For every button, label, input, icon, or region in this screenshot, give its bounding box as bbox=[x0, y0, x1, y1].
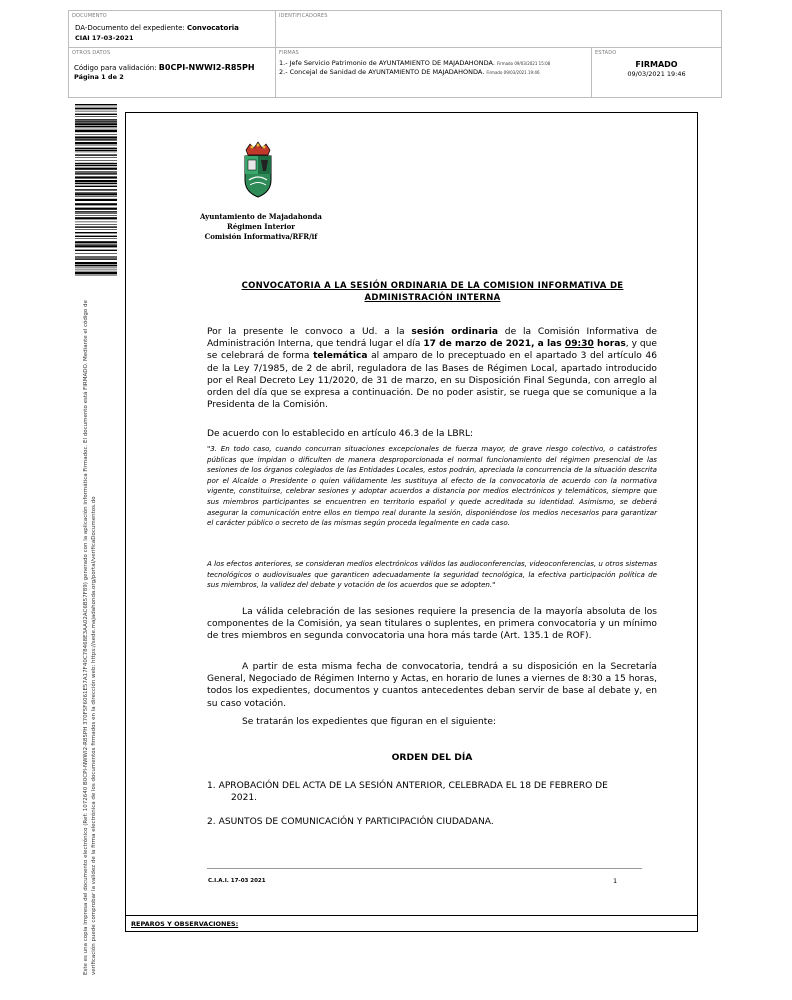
barcode-bar bbox=[75, 215, 117, 216]
barcode-bar bbox=[75, 199, 117, 201]
firma-1: 1.- Jefe Servicio Patrimonio de AYUNTAMIENTO DE MAJADAHONDA. Firmado 09/03/2021 15:08 bbox=[279, 59, 551, 67]
barcode-bar bbox=[75, 152, 117, 153]
barcode-bar bbox=[75, 176, 117, 178]
barcode-bar bbox=[75, 271, 117, 272]
estado-label: ESTADO bbox=[595, 50, 617, 56]
barcode-bar bbox=[75, 174, 117, 175]
barcode-bar bbox=[75, 213, 117, 214]
documento-text: DA-Documento del expediente: Convocatoria bbox=[75, 24, 239, 32]
firma-2: 2.- Concejal de Sanidad de AYUNTAMIENTO DE MAJADAHONDA. Firmado 09/03/2021 19:46 bbox=[279, 68, 540, 76]
barcode-bar bbox=[75, 171, 117, 172]
barcode-bar bbox=[75, 262, 117, 264]
firmas-label: FIRMAS bbox=[279, 50, 299, 56]
barcode-bar bbox=[75, 108, 117, 109]
barcode-bar bbox=[75, 163, 117, 164]
documento-cell bbox=[69, 11, 276, 48]
barcode-bar bbox=[75, 224, 117, 225]
barcode-bar bbox=[75, 257, 117, 258]
barcode-bar bbox=[75, 203, 117, 205]
barcode-bar bbox=[75, 226, 117, 227]
validation-code-text: Código para validación: B0CPI-NWWI2-R85PH bbox=[74, 63, 255, 72]
barcode-bar bbox=[75, 208, 117, 210]
barcode-bar bbox=[75, 258, 117, 259]
barcode-bar bbox=[75, 121, 117, 122]
barcode-bar bbox=[75, 145, 117, 146]
firmas-cell bbox=[276, 48, 592, 97]
barcode-bar bbox=[75, 119, 117, 120]
barcode-bar bbox=[75, 196, 117, 197]
estado-date: 09/03/2021 19:46 bbox=[627, 70, 686, 78]
barcode-bar bbox=[75, 222, 117, 223]
validation-code[interactable]: B0CPI-NWWI2-R85PH bbox=[158, 63, 255, 72]
agenda-item-1: 1. APROBACIÓN DEL ACTA DE LA SESIÓN ANTERIOR, CELEBRADA EL 18 DE FEBRERO DE 2021. bbox=[207, 781, 608, 804]
barcode-bar bbox=[75, 265, 117, 266]
identificadores-cell bbox=[276, 11, 721, 48]
barcode-bar bbox=[75, 217, 117, 219]
footer-divider bbox=[207, 868, 642, 869]
barcode-bar bbox=[75, 148, 117, 149]
quote-article-46-3: "3. En todo caso, cuando concurran situaciones excepcionales de fuerza mayor, de grave riesgo colectivo, o catástrofes públicas que impidan o dificulten de manera desproporcionada el normal funcionamiento del régimen presencial de las sesiones de los órganos colegiados de las Entidades Locales, estos podrán, apreciada la concurrencia de la situación descrita por el Alcalde o Presidente o quien válidamente les sustituya al efecto de la convocatoria de acuerdo con la normativa vigente, constituirse, celebrar sesiones y adoptar acuerdos a distancia por medios electrónicos y telemáticos, siempre que sus miembros participantes se encuentren en territorio español y quede acreditada su identidad. Asimismo, se deberá asegurar la comunicación entre ellos en tiempo real durante la sesión, disponiéndose los medios necesarios para garantizar el carácter público o secreto de las mismas según proceda legalmente en cada caso. bbox=[207, 444, 657, 528]
barcode-bar bbox=[75, 180, 117, 182]
document-title: CONVOCATORIA A LA SESIÓN ORDINARIA DE LA COMISION INFORMATIVA DE ADMINISTRACIÓN INTERNA bbox=[241, 281, 624, 303]
barcode-bar bbox=[75, 172, 117, 173]
barcode-bar bbox=[75, 253, 117, 254]
reparos-observaciones: REPAROS Y OBSERVACIONES: bbox=[126, 915, 697, 931]
barcode-bar bbox=[75, 245, 117, 247]
barcode-bar bbox=[75, 126, 117, 127]
barcode-bar bbox=[75, 232, 117, 233]
barcode-bar bbox=[75, 168, 117, 170]
barcode-bar bbox=[75, 134, 117, 135]
footer-reference: C.I.A.I. 17-03 2021 bbox=[208, 878, 266, 884]
barcode-bar bbox=[75, 267, 117, 268]
org-line1: Ayuntamiento de Majadahonda bbox=[200, 212, 322, 221]
barcode-bar bbox=[75, 269, 117, 270]
barcode-bar bbox=[75, 154, 117, 155]
barcode-bar bbox=[75, 236, 117, 237]
barcode-bar bbox=[75, 114, 117, 115]
footer-page-number: 1 bbox=[613, 877, 618, 885]
orden-del-dia-heading: ORDEN DEL DÍA bbox=[391, 752, 473, 763]
barcode-bar bbox=[75, 211, 117, 212]
barcode-image bbox=[75, 104, 117, 276]
barcode-bar bbox=[75, 186, 117, 187]
agenda-item-2: 2. ASUNTOS DE COMUNICACIÓN Y PARTICIPACIÓN CIUDADANA. bbox=[207, 817, 494, 827]
barcode-bar bbox=[75, 275, 117, 276]
barcode-bar bbox=[75, 150, 117, 151]
organization-block bbox=[183, 212, 339, 242]
documento-label: DOCUMENTO bbox=[72, 13, 107, 19]
barcode-bar bbox=[75, 123, 117, 125]
paragraph-convocatoria: Por la presente le convoco a Ud. a la sesión ordinaria de la Comisión Informativa de Administración Interna, que tendrá lugar el día 17 de marzo de 2021, a las 09:30 horas, y que se celebrará de forma telemática al amparo de lo preceptuado en el apartado 3 del artículo 46 de la Ley 7/1985, de 2 de abril, reguladora de las Bases de Régimen Local, apartado introducido por el Real Decreto Ley 11/2020, de 31 de marzo, en su Disposición Final Segunda, con arreglo al orden del día que se expresa a continuación. De no poder asistir, se ruega que se comunique a la Presidenta de la Comisión. bbox=[207, 327, 658, 411]
barcode-bar bbox=[75, 165, 117, 166]
barcode-bar bbox=[75, 136, 117, 138]
barcode-bar bbox=[75, 157, 117, 158]
paragraph-lbrl-intro: De acuerdo con lo establecido en artículo 46.3 de la LBRL: bbox=[207, 429, 474, 439]
side-text-line2: verificación puede comprobar la validez de la firma electrónica de los documentos firmados en la dirección web: https://sede.majadahonda.org/portal/verificaDocumentos.do bbox=[91, 496, 97, 975]
estado-cell bbox=[592, 48, 721, 97]
barcode-bar bbox=[75, 189, 117, 190]
barcode-bar bbox=[75, 183, 117, 184]
page-count: Página 1 de 2 bbox=[74, 73, 124, 81]
barcode-bar bbox=[75, 272, 117, 274]
barcode-bar bbox=[75, 192, 117, 193]
org-line3: Comisión Informativa/RFR/if bbox=[204, 232, 318, 241]
barcode-bar bbox=[75, 241, 117, 243]
barcode-bar bbox=[75, 244, 117, 245]
coat-of-arms-icon bbox=[238, 140, 278, 200]
otros-datos-cell bbox=[69, 48, 276, 97]
barcode-bar bbox=[75, 142, 117, 144]
barcode-bar bbox=[75, 129, 117, 130]
org-line2: Régimen Interior bbox=[227, 222, 295, 231]
barcode-bar bbox=[75, 250, 117, 251]
estado-value: FIRMADO bbox=[635, 60, 678, 69]
barcode-bar bbox=[75, 193, 117, 195]
barcode-bar bbox=[75, 229, 117, 230]
otros-datos-label: OTROS DATOS bbox=[72, 50, 111, 56]
side-text-line1: Este es una copia impresa del documento electrónico (Ref: 1072640 B0CPI-NWWI2-R85PH 370F5F6061E57A17F40C78468E3AA02AC6B57F89) generado con la aplicación informática Firmadoc. El documento está FIRMADO. Mediante el código de bbox=[83, 300, 89, 975]
barcode-bar bbox=[75, 111, 117, 112]
barcode-bar bbox=[75, 116, 117, 117]
barcode-bar bbox=[75, 104, 117, 105]
barcode-bar bbox=[75, 238, 117, 239]
barcode-bar bbox=[75, 256, 117, 257]
barcode-bar bbox=[75, 107, 117, 108]
barcode-bar bbox=[75, 139, 117, 140]
identificadores-label: IDENTIFICADORES bbox=[279, 13, 328, 19]
paragraph-expedientes: Se tratarán los expedientes que figuran en el siguiente: bbox=[242, 717, 497, 727]
documento-line2: CIAI 17-03-2021 bbox=[75, 34, 134, 42]
paragraph-disposicion: A partir de esta misma fecha de convocatoria, tendrá a su disposición en la Secretaría General, Negociado de Régimen Interno y Actas, en horario de lunes a viernes de 8:30 a 15 horas, todos los expedientes, documentos y cuantos antecedentes deban servir de base al debate y, en su caso votación. bbox=[207, 662, 657, 709]
barcode-bar bbox=[75, 130, 117, 132]
signature-header bbox=[68, 10, 722, 98]
barcode-bar bbox=[75, 160, 117, 161]
quote-efectos: A los efectos anteriores, se consideran medios electrónicos válidos las audioconferencias, videoconferencias, u otros sistemas tecnológicos o audiovisuales que garanticen adecuadamente la seguridad tecnológica, la efectiva participación política de sus miembros, la validez del debate y votación de los acuerdos que se adopten." bbox=[207, 559, 657, 590]
paragraph-quorum: La válida celebración de las sesiones requiere la presencia de la mayoría absoluta de los componentes de la Comisión, ya sean titulares o suplentes, en primera convocatoria y un mínimo de tres miembros en segunda convocatoria una hora más tarde (Art. 135.1 de ROF). bbox=[207, 607, 657, 642]
